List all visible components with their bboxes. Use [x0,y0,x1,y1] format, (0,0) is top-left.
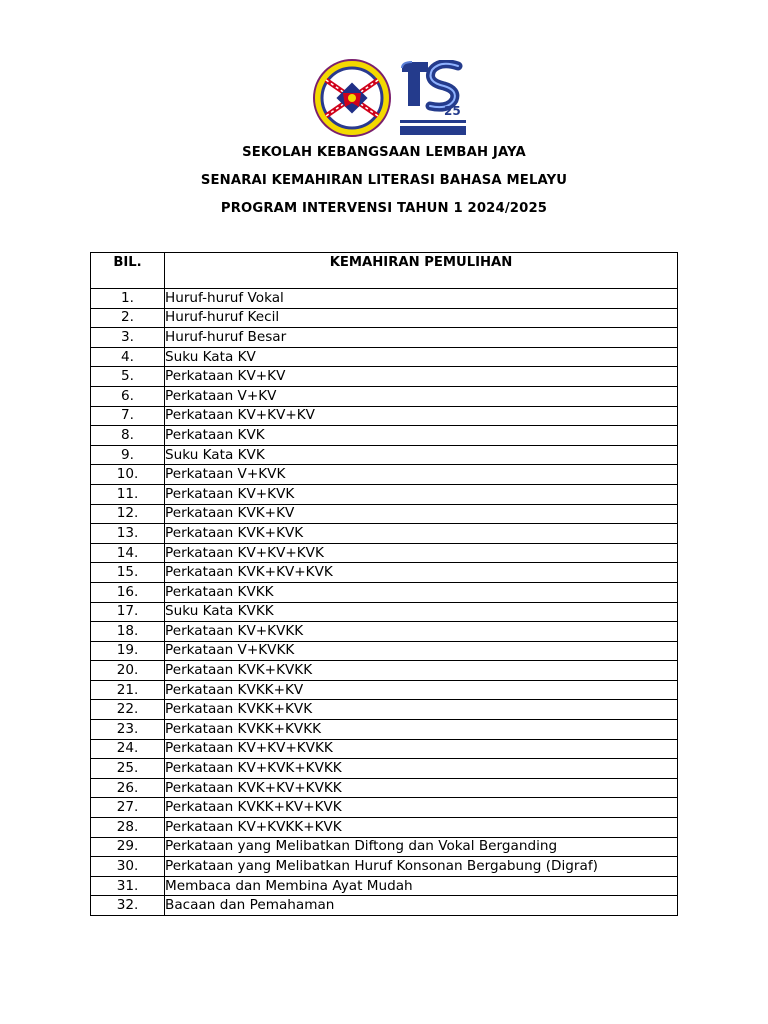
row-number: 7. [91,406,165,426]
skill-name: Perkataan KVKK+KVKK [165,720,678,740]
skill-name: Bacaan dan Pemahaman [165,896,678,916]
skill-name: Perkataan KVKK+KV+KVK [165,798,678,818]
skill-name: Perkataan KV+KVKK [165,622,678,642]
row-number: 8. [91,426,165,446]
logo-group [312,58,468,138]
table-row [91,680,678,700]
row-number: 31. [91,876,165,896]
table-row [91,308,678,328]
row-number: 19. [91,641,165,661]
row-number: 27. [91,798,165,818]
table-row [91,759,678,779]
skill-name: Perkataan KVK+KV+KVKK [165,778,678,798]
row-number: 32. [91,896,165,916]
table-row [91,386,678,406]
row-number: 9. [91,445,165,465]
table-row [91,739,678,759]
table-row [91,367,678,387]
column-header-skill: KEMAHIRAN PEMULIHAN [165,253,678,289]
skill-name: Suku Kata KVKK [165,602,678,622]
row-number: 29. [91,837,165,857]
row-number: 20. [91,661,165,681]
table-row [91,543,678,563]
row-number: 21. [91,680,165,700]
skill-name: Perkataan KVK [165,426,678,446]
row-number: 15. [91,563,165,583]
table-row [91,778,678,798]
row-number: 1. [91,289,165,309]
row-number: 16. [91,582,165,602]
row-number: 13. [91,524,165,544]
skill-name: Perkataan KVK+KV+KVK [165,563,678,583]
table-row [91,661,678,681]
skill-name: Suku Kata KVK [165,445,678,465]
skill-name: Suku Kata KV [165,347,678,367]
table-row [91,289,678,309]
row-number: 30. [91,857,165,877]
table-row [91,798,678,818]
table-row [91,445,678,465]
row-number: 3. [91,328,165,348]
ts25-logo [398,60,468,138]
table-row [91,406,678,426]
skill-name: Membaca dan Membina Ayat Mudah [165,876,678,896]
skill-name: Perkataan KVK+KV [165,504,678,524]
skill-name: Perkataan KV+KV+KV [165,406,678,426]
table-row [91,818,678,838]
skill-name: Perkataan KVK+KVKK [165,661,678,681]
table-row [91,837,678,857]
school-crest-logo [312,58,392,138]
skill-name: Huruf-huruf Vokal [165,289,678,309]
row-number: 5. [91,367,165,387]
table-row [91,484,678,504]
row-number: 25. [91,759,165,779]
row-number: 28. [91,818,165,838]
row-number: 18. [91,622,165,642]
table-row [91,524,678,544]
column-header-number: BIL. [91,253,165,289]
table-row [91,700,678,720]
table-row [91,347,678,367]
table-row [91,582,678,602]
skill-name: Perkataan yang Melibatkan Huruf Konsonan Bergabung (Digraf) [165,857,678,877]
table-row [91,426,678,446]
table-row [91,896,678,916]
skills-table [90,252,678,916]
table-body [91,289,678,916]
skill-name: Huruf-huruf Besar [165,328,678,348]
program-title: PROGRAM INTERVENSI TAHUN 1 2024/2025 [220,201,548,216]
row-number: 26. [91,778,165,798]
skill-name: Perkataan KV+KVK+KVKK [165,759,678,779]
table-row [91,465,678,485]
skill-name: Perkataan KV+KVKK+KVK [165,818,678,838]
row-number: 4. [91,347,165,367]
row-number: 22. [91,700,165,720]
table-row [91,328,678,348]
table-header-row [91,253,678,289]
skill-name: Perkataan KV+KVK [165,484,678,504]
skill-name: Perkataan KV+KV [165,367,678,387]
school-name: SEKOLAH KEBANGSAAN LEMBAH JAYA [242,145,526,160]
row-number: 12. [91,504,165,524]
skill-name: Perkataan yang Melibatkan Diftong dan Vokal Berganding [165,837,678,857]
table-row [91,876,678,896]
row-number: 14. [91,543,165,563]
ts25-number: 25 [444,104,461,118]
table-row [91,504,678,524]
row-number: 10. [91,465,165,485]
skill-name: Perkataan KVKK+KV [165,680,678,700]
skill-name: Perkataan KV+KV+KVK [165,543,678,563]
skill-name: Perkataan V+KV [165,386,678,406]
skill-name: Perkataan KVKK+KVK [165,700,678,720]
row-number: 23. [91,720,165,740]
row-number: 24. [91,739,165,759]
table-row [91,602,678,622]
list-title: SENARAI KEMAHIRAN LITERASI BAHASA MELAYU [200,173,568,188]
skill-name: Perkataan KV+KV+KVKK [165,739,678,759]
skill-name: Perkataan V+KVKK [165,641,678,661]
skill-name: Huruf-huruf Kecil [165,308,678,328]
row-number: 6. [91,386,165,406]
row-number: 11. [91,484,165,504]
table-row [91,622,678,642]
table-row [91,720,678,740]
skill-name: Perkataan KVKK [165,582,678,602]
skill-name: Perkataan KVK+KVK [165,524,678,544]
row-number: 2. [91,308,165,328]
skill-name: Perkataan V+KVK [165,465,678,485]
table-row [91,563,678,583]
table-row [91,857,678,877]
table-row [91,641,678,661]
row-number: 17. [91,602,165,622]
